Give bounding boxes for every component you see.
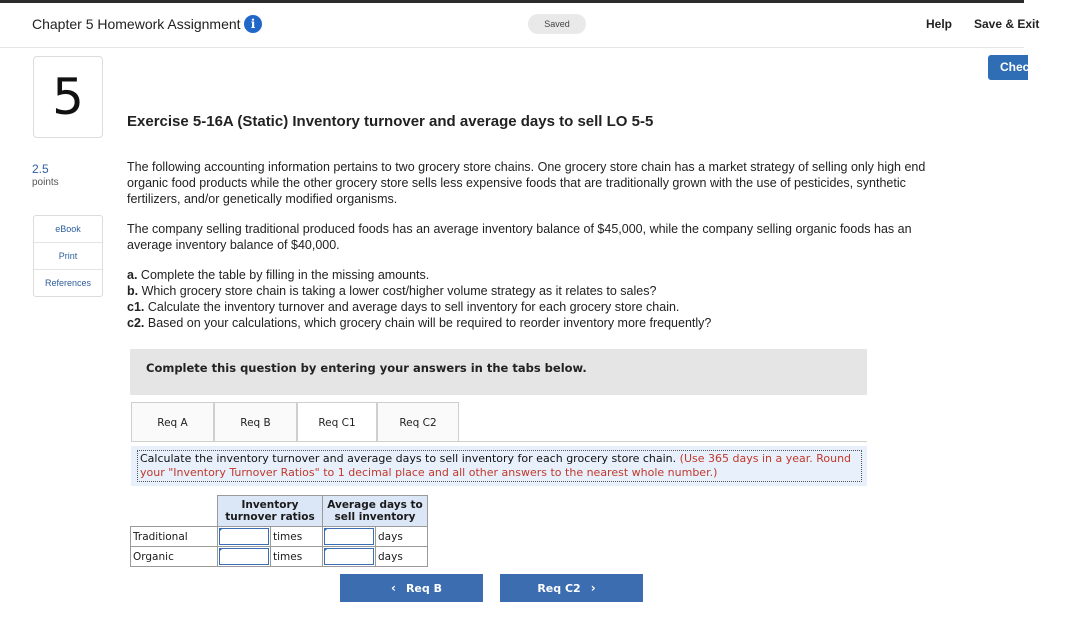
- unit-label: times: [271, 547, 323, 567]
- print-link[interactable]: Print: [34, 243, 102, 270]
- check-my-work-button[interactable]: Check my work: [988, 55, 1028, 80]
- organic-turnover-input[interactable]: [219, 548, 269, 565]
- ebook-link[interactable]: eBook: [34, 216, 102, 243]
- saved-status-badge: Saved: [528, 14, 586, 34]
- prompt-box: [131, 446, 867, 486]
- row-label-traditional: Traditional: [131, 527, 218, 547]
- organic-turnover-cell: [218, 547, 271, 567]
- chevron-right-icon: ›: [590, 581, 596, 595]
- task-item: b. Which grocery store chain is taking a lower cost/higher volume strategy as it relates to sales?: [127, 284, 657, 298]
- instructions-text: Complete this question by entering your answers in the tabs below.: [146, 361, 587, 375]
- chevron-left-icon: ‹: [391, 581, 396, 595]
- traditional-turnover-cell: [218, 527, 271, 547]
- tab-panel-divider: [131, 441, 867, 442]
- tab-req-a[interactable]: Req A: [131, 402, 214, 442]
- task-item: c1. Calculate the inventory turnover and average days to sell inventory for each grocery store chain.: [127, 300, 680, 314]
- points-label: points: [32, 177, 59, 188]
- task-list: [127, 267, 937, 331]
- exercise-paragraph-1: The following accounting information pertains to two grocery store chains. One grocery store chain has a market strategy of selling only high end organic food products while the other grocery store sells less expensive foods that are traditionally grown with the use of pesticides, synthetic fertilizers, and/or genetically modified organisms.: [127, 160, 926, 206]
- organic-days-input[interactable]: [324, 548, 374, 565]
- points-value: 2.5: [32, 162, 49, 176]
- exercise-paragraph-2: The company selling traditional produced foods has an average inventory balance of $45,000, while the company selling organic foods has an average inventory balance of $40,000.: [127, 222, 912, 252]
- answer-table: [130, 495, 428, 567]
- col-header-days: Average days to sell inventory: [323, 496, 428, 527]
- info-icon[interactable]: i: [244, 15, 262, 33]
- traditional-days-input[interactable]: [324, 528, 374, 545]
- references-link[interactable]: References: [44, 278, 92, 288]
- unit-label: days: [376, 547, 428, 567]
- instructions-band: [130, 349, 867, 395]
- prompt-text: Calculate the inventory turnover and average days to sell inventory for each grocery store chain. (Use 365 days in a year. Round your "Inventory Turnover Ratios" to 1 decimal place and all other answers to the nearest whole number.): [137, 450, 862, 482]
- table-corner: [131, 496, 218, 527]
- row-label-organic: Organic: [131, 547, 218, 567]
- tab-req-c1[interactable]: Req C1: [297, 402, 377, 442]
- prev-req-button[interactable]: ‹ Req B: [340, 574, 483, 602]
- tab-req-c2[interactable]: Req C2: [377, 402, 459, 442]
- table-row: [131, 547, 428, 567]
- question-number: 5: [33, 56, 103, 138]
- col-header-turnover: Inventory turnover ratios: [218, 496, 323, 527]
- header-bar: [0, 3, 1040, 48]
- task-item: c2. Based on your calculations, which grocery chain will be required to reorder inventory more frequently?: [127, 316, 712, 330]
- tab-req-b[interactable]: Req B: [214, 402, 297, 442]
- assignment-title: Chapter 5 Homework Assignment: [32, 16, 241, 32]
- traditional-turnover-input[interactable]: [219, 528, 269, 545]
- traditional-days-cell: [323, 527, 376, 547]
- help-button[interactable]: Help: [926, 17, 953, 31]
- table-row: [131, 527, 428, 547]
- exercise-title: Exercise 5-16A (Static) Inventory turnover and average days to sell LO 5-5: [127, 113, 654, 130]
- next-req-button[interactable]: Req C2 ›: [500, 574, 643, 602]
- organic-days-cell: [323, 547, 376, 567]
- resources-panel: [33, 215, 103, 297]
- save-exit-button[interactable]: Save & Exit: [974, 17, 1040, 31]
- unit-label: days: [376, 527, 428, 547]
- unit-label: times: [271, 527, 323, 547]
- task-item: a. Complete the table by filling in the missing amounts.: [127, 268, 430, 282]
